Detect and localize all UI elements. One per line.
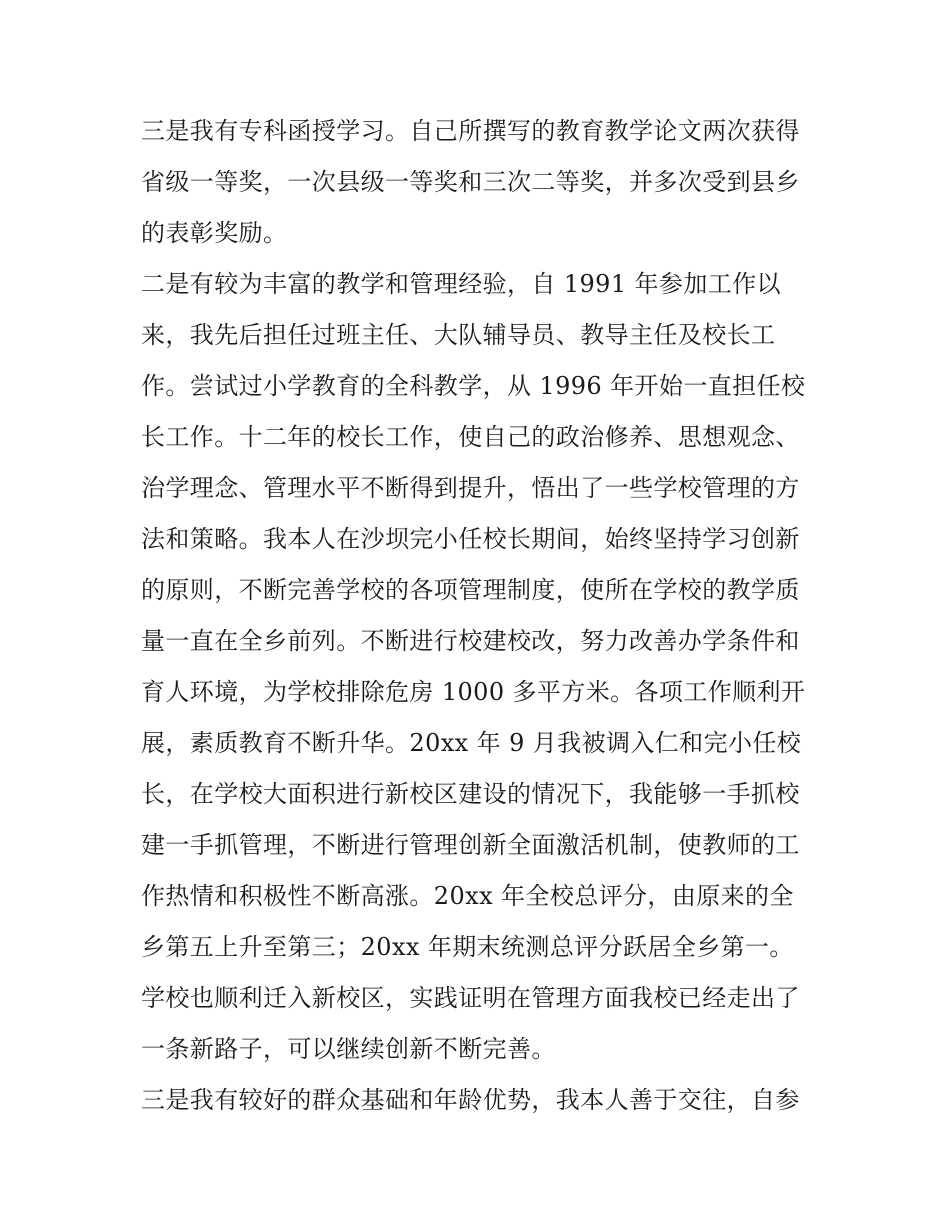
text-line: 的表彰奖励。 [141,219,288,247]
text-line: 量一直在全乡前列。不断进行校建校改，努力改善办学条件和 [141,627,800,655]
document-body [141,106,821,1126]
text-line: 学校也顺利迁入新校区，实践证明在管理方面我校已经走出了 [141,984,800,1012]
text-line: 作热情和积极性不断高涨。20xx 年全校总评分，由原来的全 [141,882,794,910]
text-line: 的原则，不断完善学校的各项管理制度，使所在学校的教学质 [141,576,800,604]
text-line: 治学理念、管理水平不断得到提升，悟出了一些学校管理的方 [141,474,800,502]
text-line: 建一手抓管理，不断进行管理创新全面激活机制，使教师的工 [141,831,800,859]
text-line: 育人环境，为学校排除危房 1000 多平方米。各项工作顺利开 [141,678,806,706]
text-line: 省级一等奖，一次县级一等奖和三次二等奖，并多次受到县乡 [141,168,800,196]
text-line: 长，在学校大面积进行新校区建设的情况下，我能够一手抓校 [141,780,800,808]
text-line: 长工作。十二年的校长工作，使自己的政治修养、思想观念、 [141,423,800,451]
text-line: 三是我有专科函授学习。自己所撰写的教育教学论文两次获得 [141,117,800,145]
text-line: 二是有较为丰富的教学和管理经验，自 1991 年参加工作以 [141,270,781,298]
text-line: 一条新路子，可以继续创新不断完善。 [141,1035,556,1063]
text-line: 乡第五上升至第三；20xx 年期末统测总评分跃居全乡第一。 [141,933,794,961]
text-line: 三是我有较好的群众基础和年龄优势，我本人善于交往，自参 [141,1086,800,1114]
text-line: 作。尝试过小学教育的全科教学，从 1996 年开始一直担任校 [141,372,806,400]
text-line: 来，我先后担任过班主任、大队辅导员、教导主任及校长工 [141,321,776,349]
text-line: 法和策略。我本人在沙坝完小任校长期间，始终坚持学习创新 [141,525,800,553]
text-line: 展，素质教育不断升华。20xx 年 9 月我被调入仁和完小任校 [141,729,802,757]
